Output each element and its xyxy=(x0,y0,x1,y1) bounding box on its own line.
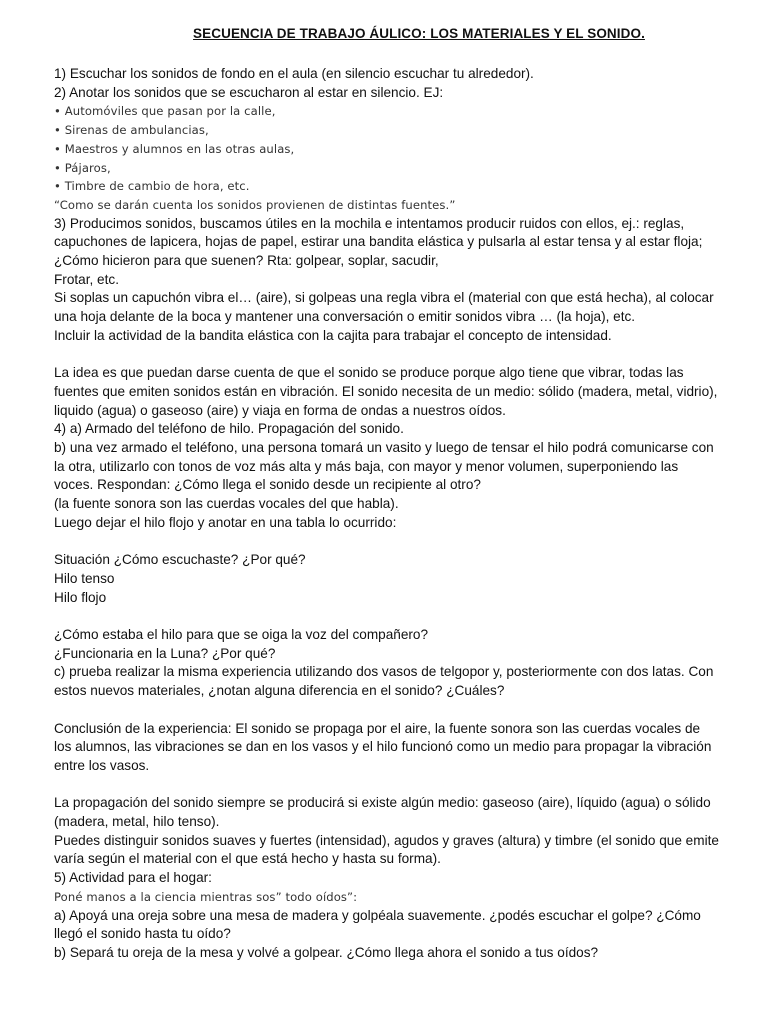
text-line: Luego dejar el hilo flojo y anotar en una tabla lo ocurrido: xyxy=(54,514,397,530)
text-line: b) Separá tu oreja de la mesa y volvé a golpear. ¿Cómo llega ahora el sonido a tus oídos? xyxy=(54,944,599,960)
text-line: • Timbre de cambio de hora, etc. xyxy=(54,179,250,194)
text-line: • Pájaros, xyxy=(54,160,111,175)
text-line: 3) Producimos sonidos, buscamos útiles en la mochila e intentamos producir ruidos con ellos, ej.: reglas, xyxy=(54,215,685,231)
text-line: • Sirenas de ambulancias, xyxy=(54,123,209,138)
text-line: varía según el material con el que está hecho y hasta su forma). xyxy=(54,851,441,867)
text-line: a) Apoyá una oreja sobre una mesa de madera y golpéala suavemente. ¿podés escuchar el golpe? ¿Cómo xyxy=(54,907,701,923)
text-line: estos nuevos materiales, ¿notan alguna diferencia en el sonido? ¿Cuáles? xyxy=(54,683,505,699)
text-line: • Maestros y alumnos en las otras aulas, xyxy=(54,141,295,156)
document-title: SECUENCIA DE TRABAJO ÁULICO: LOS MATERIALES Y EL SONIDO. xyxy=(193,26,645,41)
text-line: ¿Cómo hicieron para que suenen? Rta: golpear, soplar, sacudir, xyxy=(54,253,439,269)
text-line: la otra, utilizarlo con tonos de voz más alta y más baja, con mayor y menor volumen, superponiendo las xyxy=(54,458,679,474)
text-line: ¿Funcionaria en la Luna? ¿Por qué? xyxy=(54,645,276,661)
text-line: Si soplas un capuchón vibra el… (aire), si golpeas una regla vibra el (material con que está hecha), al colocar xyxy=(54,290,714,306)
text-line: una hoja delante de la boca y mantener una conversación o emitir sonidos vibra … (la hoja), etc. xyxy=(54,309,636,325)
text-line: Hilo flojo xyxy=(54,589,107,605)
text-line: c) prueba realizar la misma experiencia utilizando dos vasos de telgopor y, posteriormente con dos latas. Con xyxy=(54,664,714,680)
text-line: • Automóviles que pasan por la calle, xyxy=(54,104,276,119)
text-line: los alumnos, las vibraciones se dan en los vasos y el hilo funcionó como un medio para propagar la vibración xyxy=(54,739,712,755)
text-line: (madera, metal, hilo tenso). xyxy=(54,814,220,830)
text-line: ¿Cómo estaba el hilo para que se oiga la voz del compañero? xyxy=(54,627,429,643)
text-line: 1) Escuchar los sonidos de fondo en el aula (en silencio escuchar tu alrededor). xyxy=(54,66,534,81)
text-line: entre los vasos. xyxy=(54,757,150,773)
blank-line xyxy=(54,607,744,626)
text-line: (la fuente sonora son las cuerdas vocales del que habla). xyxy=(54,496,399,512)
text-line: Conclusión de la experiencia: El sonido se propaga por el aire, la fuente sonora son las cuerdas vocales de xyxy=(54,720,701,736)
text-line: Hilo tenso xyxy=(54,570,115,586)
text-line: b) una vez armado el teléfono, una persona tomará un vasito y luego de tensar el hilo podrá comunicarse con xyxy=(54,440,714,456)
text-line: Situación ¿Cómo escuchaste? ¿Por qué? xyxy=(54,552,306,568)
document-body xyxy=(54,65,744,963)
text-line: 2) Anotar los sonidos que se escucharon al estar en silencio. EJ: xyxy=(54,84,444,100)
blank-line xyxy=(54,776,744,795)
text-line: Puedes distinguir sonidos suaves y fuertes (intensidad), agudos y graves (altura) y timbre (el sonido que emite xyxy=(54,832,719,848)
text-line: capuchones de lapicera, hojas de papel, estirar una bandita elástica y pulsarla al estar tensa y al estar floja; xyxy=(54,234,703,250)
text-line: liquido (agua) o gaseoso (aire) y viaja en forma de ondas a nuestros oídos. xyxy=(54,402,506,418)
blank-line xyxy=(54,701,744,720)
text-line: voces. Respondan: ¿Cómo llega el sonido desde un recipiente al otro? xyxy=(54,477,481,493)
text-line: llegó el sonido hasta tu oído? xyxy=(54,926,231,942)
text-line: La propagación del sonido siempre se producirá si existe algún medio: gaseoso (aire), líquido (agua) o sólido xyxy=(54,795,711,811)
text-line: Incluir la actividad de la bandita elástica con la cajita para trabajar el concepto de intensidad. xyxy=(54,327,612,343)
text-line: 4) a) Armado del teléfono de hilo. Propagación del sonido. xyxy=(54,421,404,437)
text-line: Poné manos a la ciencia mientras sos” todo oídos”: xyxy=(54,889,358,904)
text-line: La idea es que puedan darse cuenta de que el sonido se produce porque algo tiene que vibrar, todas las xyxy=(54,365,684,381)
text-line: “Como se darán cuenta los sonidos provienen de distintas fuentes.” xyxy=(54,197,456,212)
blank-line xyxy=(54,533,744,552)
text-line: fuentes que emiten sonidos están en vibración. El sonido necesita de un medio: sólido (madera, metal, vidrio), xyxy=(54,383,718,399)
text-line: 5) Actividad para el hogar: xyxy=(54,870,212,886)
blank-line xyxy=(54,346,744,365)
text-line: Frotar, etc. xyxy=(54,271,119,287)
